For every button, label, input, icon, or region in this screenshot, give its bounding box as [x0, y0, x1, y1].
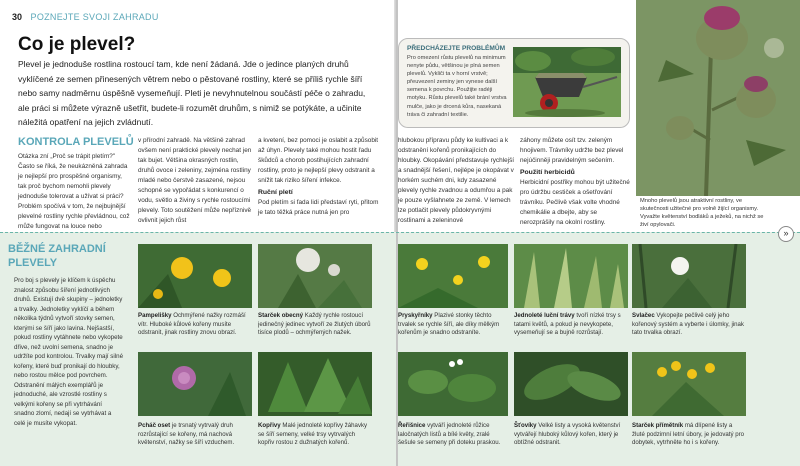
- kontrola-column-5-text: záhony můžete osít tzv. zeleným hnojivem. Trávníky udržte bez plevel nejúčinněji pravidelným sečením.: [520, 137, 624, 164]
- kontrola-column-3-text: a kvetení, bez pomoci je oslabit a způsobit až úhyn. Plevely také mohou hostit řadu škůdců a chorob postihujících zahradní rostliny, proto je nejlepší plevy odstranit a snížit tak riziko šíření infekce.: [258, 137, 379, 184]
- next-page-button[interactable]: »: [778, 226, 794, 242]
- groundsel-photo: [258, 244, 372, 308]
- wheelbarrow-photo: [513, 47, 621, 117]
- weed-name: Pampelišky: [138, 312, 172, 319]
- weed-description: Každý rychle rostoucí jedinečný jedinec vytvoří ze žlutých úborů tisíce plodů – ochmýřených nažek.: [258, 312, 371, 337]
- meadow-grass-photo: [514, 244, 628, 308]
- weed-description: Malé jednoleté kopřivy žáhavky se šíří semeny, velké trsy vytrvalých kopřiv rostou z dužnatých kořenů.: [258, 422, 368, 447]
- weed-caption: [632, 312, 746, 338]
- weed-tile-ragwort: [632, 352, 746, 466]
- kontrola-column-1-text: Otázka zní „Proč se trápit pletím?" Často se říká, že neukázněná zahrada je nejlepší pro prospěšné organismy, tak proč bychom nemohli plevely jednoduše tolerovat a užívat si práci? Problém spočívá v tom, že nejbujnější plevelné rostliny rychle převládnou, což může fungovat na louce nebo: [18, 153, 130, 230]
- weed-name: Pcháč oset: [138, 422, 171, 429]
- weed-description: má dlípené listy a žluté podzimní letní úbory, je jedovatý pro dobytek, vytrhněte ho i s kořeny.: [632, 422, 745, 447]
- kontrola-column-5: [520, 136, 632, 228]
- weed-name: Řeřišnice: [398, 422, 426, 429]
- weed-tile-bindweed: [632, 244, 746, 350]
- weed-description: Velké listy a vysoká květenství vytvářejí hluboký kůlový kořen, který je obtížné odstranit.: [514, 422, 621, 447]
- weed-description: je trsnatý vytrvalý druh rozrůstající se kořeny, má nachová květenství, nažky se šíří vzduchem.: [138, 422, 235, 447]
- weed-tile-dock: [514, 352, 628, 466]
- weed-tile-nettle: [258, 352, 372, 466]
- weed-caption: [398, 312, 508, 338]
- bindweed-photo: [632, 244, 746, 308]
- kontrola-column-3: [258, 136, 380, 218]
- weed-description: Ochmýřené nažky rozmáší vítr. Hluboké kůlové kořeny musíte odstranit, jinak rostliny znovu obrazí.: [138, 312, 246, 337]
- kontrola-column-5-rest: Herbicidní postřiky mohou být užitečné pro údržbu cestiček a ošetřování trávníku. Pečlivě však volte vhodné chemikálie a dbejte, aby se nerozprášily na okolní rostliny.: [520, 179, 630, 226]
- weeds-panel-heading-line-1: BĚŽNÉ ZAHRADNÍ: [8, 243, 106, 255]
- weed-name: Svlačec: [632, 312, 655, 319]
- rucni-pleti-heading: Ruční pletí: [258, 189, 293, 196]
- weeds-panel-heading: [8, 242, 106, 270]
- weed-tile-dandelion: [138, 244, 252, 350]
- weed-caption: [138, 312, 252, 338]
- dock-photo: [514, 352, 628, 416]
- page-number: 30: [12, 12, 23, 22]
- weed-description: Vykopejte pečlivě celý jeho kořenový systém a vyberte i úlomky, jinak tato trvalka obrazí.: [632, 312, 744, 337]
- weed-name: Jednoleté luční trávy: [514, 312, 575, 319]
- kontrola-column-1: [18, 152, 132, 232]
- weed-name: Šťovíky: [514, 422, 537, 429]
- dandelion-photo: [138, 244, 252, 308]
- lead-paragraph: Plevel je jednoduše rostlina rostoucí tam, kde není žádaná. Jde o jedince planých druhů vyklíčené ze semen přinesených větrem nebo o pěstované rostliny, které se příliš rychle šíří nebo samy nadměrnu úspěšně vysemeňují. Pleti je nevyhnutelnou součástí péče o zahradu, ale práci si můžete výrazně ušetřit, budete-li rozumět druhům, s nimiž se potýkáte, a učinite náležitá opatření na jejich zvládnutí.: [18, 59, 366, 127]
- weed-tile-meadow-grass: [514, 244, 628, 350]
- thistle-photo: [636, 0, 800, 196]
- weed-tile-bittercress: [398, 352, 508, 466]
- buttercup-photo: [398, 244, 508, 308]
- weed-caption: [138, 422, 252, 448]
- weeds-panel-intro: Pro boj s plevely je klíčem k úspěchu znalost způsobu šíření jednotlivých druhů. Existují dvě skupiny – jednoletky a trvalky. Jednoletky vyklíčí a během několika týdnů vytvoří stovky semen, kterými se šíří jako lavina. Nejšastší, pokud rostliny vytáhnete nebo vykopete dřive, než uvolní semena, snadno je udržíte pod kontrolou. Trvalky mají silné kořeny, které buď pronikají do hloubky, nebo rostou mělce pod povrchem. Odstranění málých exemplářů je jednoduché, ale vzrostlé rostliny s velkými kořeny se při vytrhávání snadno zlomí, nedají se vytrhávat a celé je musíte vykopat.: [14, 277, 124, 427]
- weed-description: vytváří jednoleté růžice laločnatých listů a bílé květy, zralé šešule se semeny při doteku praskou.: [398, 422, 501, 447]
- kontrola-column-4-text: hlubokou přípravu půdy ke kultivaci a k odstranění kořenů pronikajících do hloubky. Okopávání představuje rychlejší a snadnější řešení, nejlépe je okopávat v horkém suchém dni, kdy zasazené plevely rychle zvadnou a odumřou a pak je pouze vyšlahnete ze země. V lemech lze potlačit plevely půdokryvnými rostlinami a zeleninové: [398, 137, 515, 224]
- panel-dashed-border: [0, 232, 800, 233]
- weed-caption: [258, 312, 372, 338]
- creeping-thistle-photo: [138, 352, 252, 416]
- weed-tile-buttercup: [398, 244, 508, 350]
- nettle-photo: [258, 352, 372, 416]
- bittercress-photo: [398, 352, 508, 416]
- kontrola-heading: KONTROLA PLEVELŮ: [18, 136, 134, 148]
- weed-name: Kopřivy: [258, 422, 281, 429]
- page-title: Co je plevel?: [18, 34, 136, 55]
- weeds-panel-heading-line-2: PLEVELY: [8, 257, 58, 269]
- weed-description: Plazivé stonky těchto trvalek se rychle šíří, ale díky mělkým kořenům je snadno odstraníte.: [398, 312, 500, 337]
- sidebar-heading: PŘEDCHÁZEJTE PROBLÉMŮM: [407, 45, 506, 52]
- weed-description: tvoří nízké trsy s tatami květů, a pokud je nevykopete, vysemeňují se a bujně rozrůstají.: [514, 312, 621, 337]
- weed-caption: [258, 422, 372, 448]
- weed-caption: [632, 422, 746, 448]
- running-header: [12, 12, 159, 22]
- weed-tile-groundsel: [258, 244, 372, 350]
- weed-name: Starček obecný: [258, 312, 304, 319]
- weed-name: Starček přímětník: [632, 422, 684, 429]
- prevention-sidebar: [398, 38, 630, 128]
- section-title: POZNEJTE SVOJI ZAHRADU: [30, 12, 159, 22]
- sidebar-text: Pro omezení růstu plevelů na minimum nenyte půdu, většinou je plná semen plevelů. Vykliči ta v horní vrstvě; přeuvezení zeminy jen vynese další semena k povrchu. Použijte radéji motyku. Růstu plevelů také brání vrstva mulče, jako je drcená kůra, nasekaná tráva či zahradní textilie.: [407, 55, 507, 118]
- weed-caption: [514, 312, 628, 338]
- kontrola-column-3-rest: Pod pletím si fada lidi představí ryti, přitom je tato těžká práce nutná jen pro: [258, 199, 379, 216]
- kontrola-column-2: [138, 136, 252, 226]
- weed-tile-creeping-thistle: [138, 352, 252, 466]
- ragwort-photo: [632, 352, 746, 416]
- kontrola-column-4: [398, 136, 516, 226]
- weed-name: Pryskyřníky: [398, 312, 433, 319]
- kontrola-column-2-text: v přírodní zahradě. Na většině zahrad ovšem není praktické plevely nechat jen tak bujet. Většina okrasných rostlin, druhů ovoce i zeleniny, zejména rostliny mladé nebo čerstvě zasazené, nejsou schopné se vypořádat s konkurencí o vodu, světlo a živiny s rychle rostoucími plevely. Toto soutěžení může nepříznivě ovlivnit jejich růst: [138, 137, 252, 224]
- weed-caption: [398, 422, 508, 448]
- herbicidy-heading: Použití herbicidů: [520, 169, 575, 176]
- weed-caption: [514, 422, 628, 448]
- thistle-caption: Mnoho plevelů jsou atraktivní rostliny, ve skutečnosti užitečné pro volně žijící organismy. Vyvažte květenství bodláků a ježeků, na nichž se živí opylovači.: [640, 198, 764, 229]
